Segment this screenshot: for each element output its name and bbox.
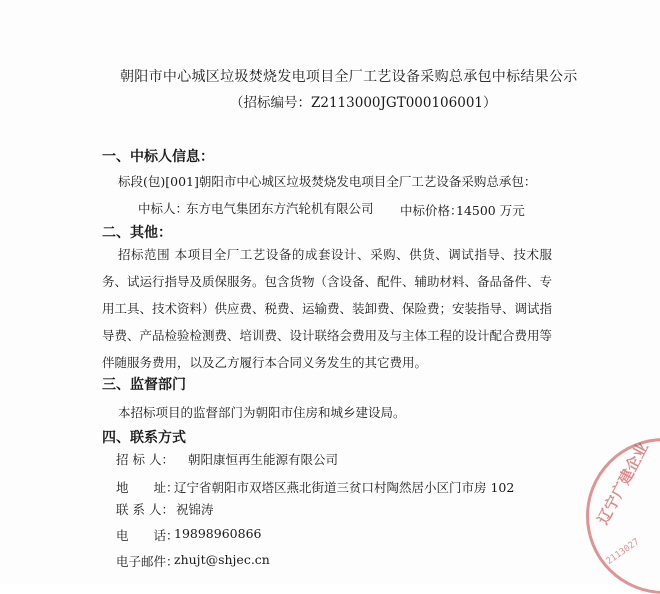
contact-phone-label: 电 话： bbox=[116, 528, 179, 543]
contact-phone-value: 19898960866 bbox=[174, 526, 262, 541]
contact-tenderer-value: 朝阳康恒再生能源有限公司 bbox=[188, 452, 339, 467]
contact-person-value: 祝锦涛 bbox=[176, 502, 214, 517]
tender-number: （招标编号：Z2113000JGT000106001） bbox=[230, 95, 497, 111]
document-title: 朝阳市中心城区垃圾焚烧发电项目全厂工艺设备采购总承包中标结果公示 bbox=[120, 69, 578, 85]
contact-address-value: 辽宁省朝阳市双塔区燕北街道三贫口村陶然居小区门市房 102 bbox=[174, 480, 515, 495]
stamp-text: 辽宁广建企业 bbox=[593, 439, 652, 528]
contact-person-label: 联 系 人： bbox=[116, 502, 174, 517]
section-2-heading: 二、其他： bbox=[102, 225, 172, 241]
contact-address-label: 地 址： bbox=[116, 480, 179, 495]
section-3-heading: 三、监督部门 bbox=[102, 377, 186, 393]
contact-tenderer-label: 招 标 人： bbox=[116, 452, 174, 467]
price-label: 中标价格： bbox=[400, 203, 463, 218]
lot-description: 标段(包)[001]朝阳市中心城区垃圾焚烧发电项目全厂工艺设备采购总承包： bbox=[118, 174, 537, 189]
contact-email-label: 电子邮件： bbox=[116, 554, 179, 569]
scope-paragraph: 招标范围 本项目全厂工艺设备的成套设计、采购、供货、调试指导、技术服务、试运行指导及质保服务。包含货物（含设备、配件、辅助材料、备品备件、专用工具、技术资料）供应费、税费、运输费、装卸费、保险费；安装指导、调试指导费、产品检验检测费、培训费、设计联络会费用及与主体工程的设计配合费用等伴随服务费用，以及乙方履行本合同义务发生的其它费用。 bbox=[102, 247, 553, 370]
section-4-heading: 四、联系方式 bbox=[102, 430, 186, 446]
winner-label: 中标人： bbox=[138, 201, 189, 216]
contact-email-value: zhujt@shjec.cn bbox=[174, 552, 270, 567]
winner-name: 东方电气集团东方汽轮机有限公司 bbox=[186, 201, 374, 216]
price-value: 14500 万元 bbox=[456, 203, 525, 218]
section-1-heading: 一、中标人信息： bbox=[102, 149, 214, 165]
stamp-number: 2113027 bbox=[604, 537, 642, 567]
supervision-text: 本招标项目的监督部门为朝阳市住房和城乡建设局。 bbox=[118, 405, 406, 420]
